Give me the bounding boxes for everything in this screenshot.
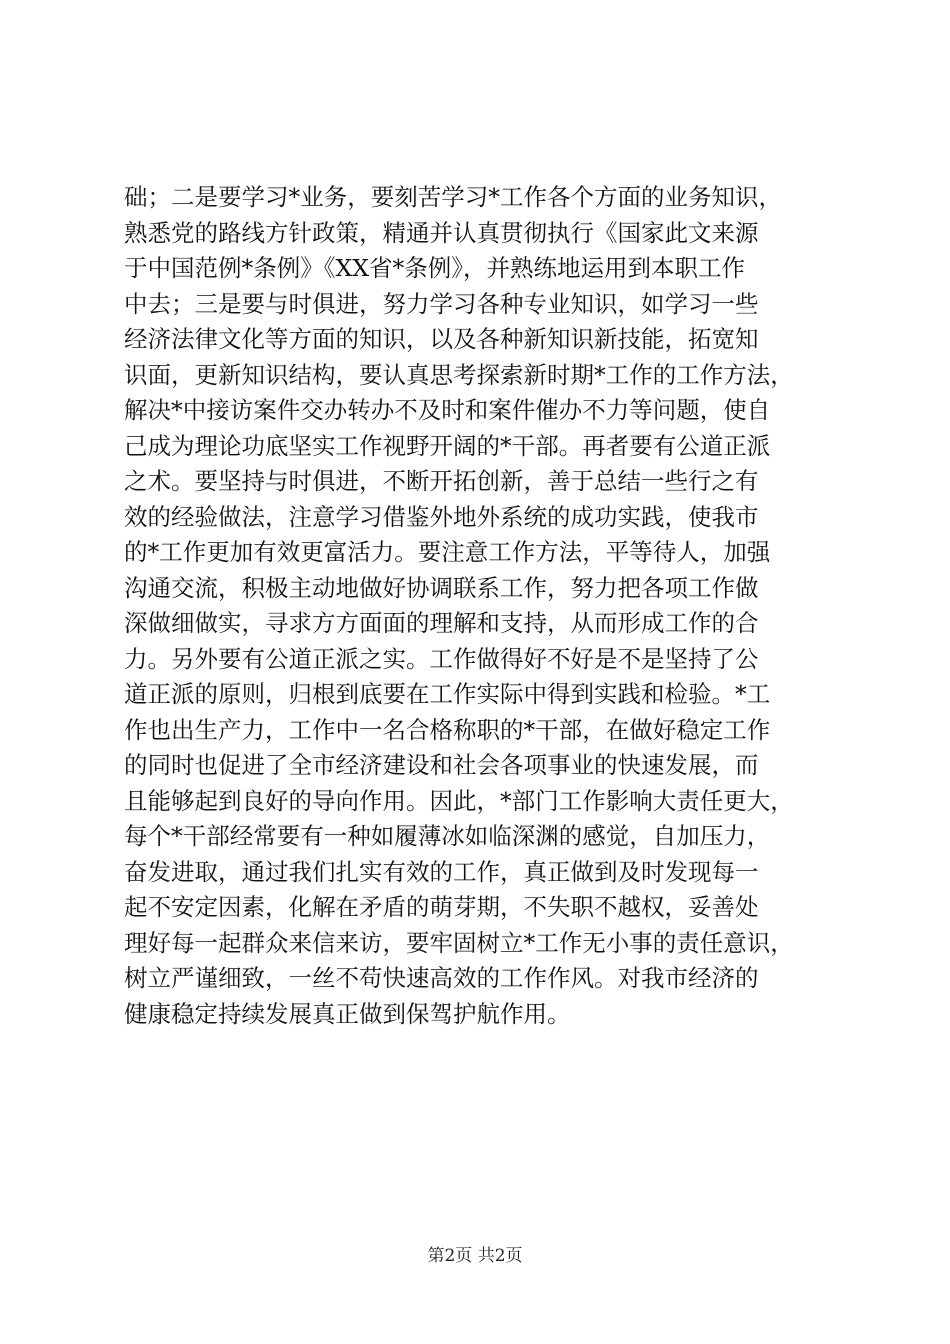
text-line: 的同时也促进了全市经济建设和社会各项事业的快速发展，而 <box>124 751 759 779</box>
text-line: 树立严谨细致，一丝不苟快速高效的工作作风。对我市经济的 <box>124 964 759 992</box>
text-line: 沟通交流，积极主动地做好协调联系工作，努力把各项工作做 <box>124 573 759 602</box>
text-line: 础；二是要学习*业务，要刻苦学习*工作各个方面的业务知识， <box>124 183 782 211</box>
text-line: 于中国范例*条例》《XX省*条例》，并熟练地运用到本职工作 <box>124 254 745 282</box>
text-line: 起不安定因素，化解在矛盾的萌芽期，不失职不越权，妥善处 <box>124 893 759 921</box>
text-line: 己成为理论功底坚实工作视野开阔的*干部。再者要有公道正派 <box>124 431 771 460</box>
text-line: 解决*中接访案件交办转办不及时和案件催办不力等问题，使自 <box>124 396 771 424</box>
text-line: 健康稳定持续发展真正做到保驾护航作用。 <box>124 999 571 1028</box>
page-number-footer: 第2页 共2页 <box>427 1246 523 1266</box>
text-line: 每个*干部经常要有一种如履薄冰如临深渊的感觉，自加压力， <box>124 822 771 850</box>
text-line: 之术。要坚持与时俱进，不断开拓创新，善于总结一些行之有 <box>124 467 759 495</box>
text-line: 且能够起到良好的导向作用。因此，*部门工作影响大责任更大， <box>124 786 794 815</box>
text-line: 熟悉党的路线方针政策，精通并认真贯彻执行《国家此文来源 <box>124 218 759 247</box>
text-line: 奋发进取，通过我们扎实有效的工作，真正做到及时发现每一 <box>124 857 759 886</box>
text-line: 深做细做实，寻求方方面面的理解和支持，从而形成工作的合 <box>124 609 759 637</box>
text-line: 力。另外要有公道正派之实。工作做得好不好是不是坚持了公 <box>124 644 759 673</box>
text-line: 作也出生产力，工作中一名合格称职的*干部，在做好稳定工作 <box>124 715 771 744</box>
text-line: 效的经验做法，注意学习借鉴外地外系统的成功实践，使我市 <box>124 502 759 531</box>
text-line: 道正派的原则，归根到底要在工作实际中得到实践和检验。*工 <box>124 680 771 708</box>
text-line: 中去；三是要与时俱进，努力学习各种专业知识，如学习一些 <box>124 289 759 318</box>
text-line: 理好每一起群众来信来访，要牢固树立*工作无小事的责任意识， <box>124 928 794 957</box>
text-line: 识面，更新知识结构，要认真思考探索新时期*工作的工作方法， <box>124 360 794 389</box>
body-paragraph <box>124 180 834 1032</box>
text-line: 经济法律文化等方面的知识，以及各种新知识新技能，拓宽知 <box>124 325 759 353</box>
text-line: 的*工作更加有效更富活力。要注意工作方法，平等待人，加强 <box>124 538 771 566</box>
